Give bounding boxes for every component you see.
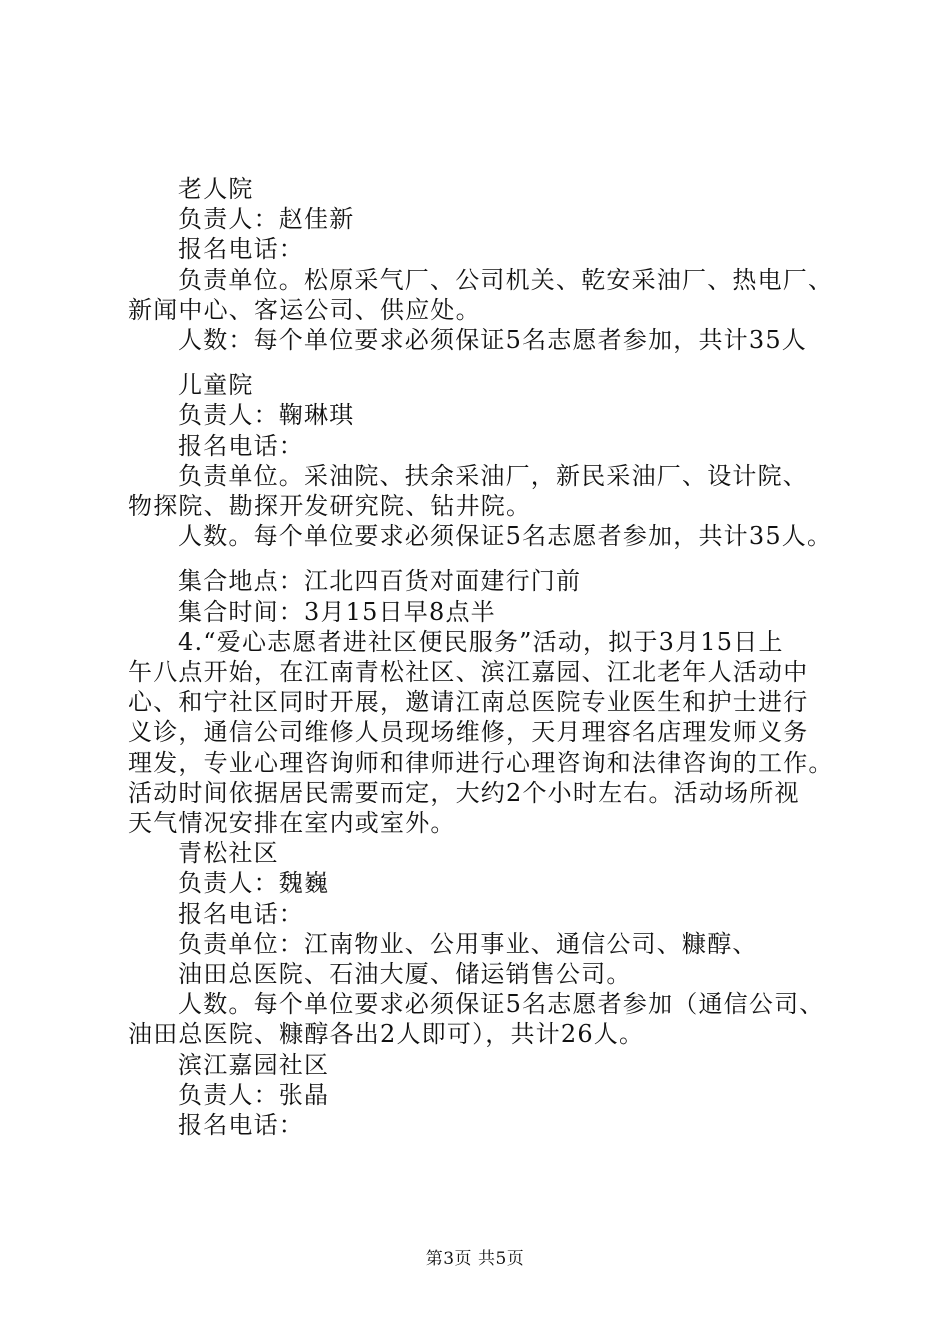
- document-body: [128, 174, 852, 1140]
- elderly-home-phone: 报名电话：: [178, 235, 304, 264]
- children-home-count: 人数。每个单位要求必须保证5名志愿者参加，共计35人。: [178, 522, 833, 551]
- section-title-qingsong: 青松社区: [178, 839, 279, 868]
- item4-line: 义诊，通信公司维修人员现场维修，天月理容名店理发师义务: [128, 718, 809, 747]
- item4-line: 心、和宁社区同时开展，邀请江南总医院专业医生和护士进行: [128, 688, 809, 717]
- elderly-home-units-line2: 新闻中心、客运公司、供应处。: [128, 295, 481, 324]
- qingsong-phone: 报名电话：: [178, 899, 304, 928]
- qingsong-units-line2: 油田总医院、石油大厦、储运销售公司。: [178, 960, 632, 989]
- qingsong-units-line1: 负责单位：江南物业、公用事业、通信公司、糠醇、: [178, 929, 758, 958]
- meeting-time: 集合时间：3月15日早8点半: [178, 597, 496, 626]
- qingsong-count-line1: 人数。每个单位要求必须保证5名志愿者参加（通信公司、: [178, 990, 825, 1019]
- section-title-elderly-home: 老人院: [178, 175, 254, 203]
- item4-line: 4.“爱心志愿者进社区便民服务”活动，拟于3月15日上: [178, 627, 784, 656]
- qingsong-count-line2: 油田总医院、糠醇各出2人即可），共计26人。: [128, 1020, 645, 1049]
- children-home-units-line1: 负责单位。采油院、扶余采油厂，新民采油厂、设计院、: [178, 461, 808, 490]
- meeting-place: 集合地点：江北四百货对面建行门前: [178, 567, 582, 596]
- elderly-home-units-line1: 负责单位。松原采气厂、公司机关、乾安采油厂、热电厂、: [178, 265, 834, 294]
- qingsong-leader: 负责人：魏巍: [178, 869, 330, 898]
- item4-line: 活动时间依据居民需要而定，大约2个小时左右。活动场所视: [128, 778, 800, 807]
- paragraph-gap: [128, 355, 852, 370]
- page-number: 第3页 共5页: [425, 1249, 525, 1269]
- item4-line: 理发，专业心理咨询师和律师进行心理咨询和法律咨询的工作。: [128, 748, 834, 777]
- children-home-leader: 负责人：鞠琳琪: [178, 401, 355, 430]
- paragraph-gap: [128, 551, 852, 566]
- children-home-phone: 报名电话：: [178, 431, 304, 460]
- elderly-home-count: 人数：每个单位要求必须保证5名志愿者参加，共计35人: [178, 326, 808, 355]
- section-title-children-home: 儿童院: [178, 371, 254, 400]
- section-title-binjiang: 滨江嘉园社区: [178, 1050, 330, 1079]
- page-footer: [0, 1244, 950, 1269]
- binjiang-phone: 报名电话：: [178, 1111, 304, 1140]
- item4-line: 天气情况安排在室内或室外。: [128, 809, 456, 838]
- elderly-home-leader: 负责人：赵佳新: [178, 205, 355, 234]
- item4-line: 午八点开始，在江南青松社区、滨江嘉园、江北老年人活动中: [128, 658, 809, 687]
- children-home-units-line2: 物探院、勘探开发研究院、钻井院。: [128, 492, 532, 521]
- binjiang-leader: 负责人：张晶: [178, 1080, 330, 1109]
